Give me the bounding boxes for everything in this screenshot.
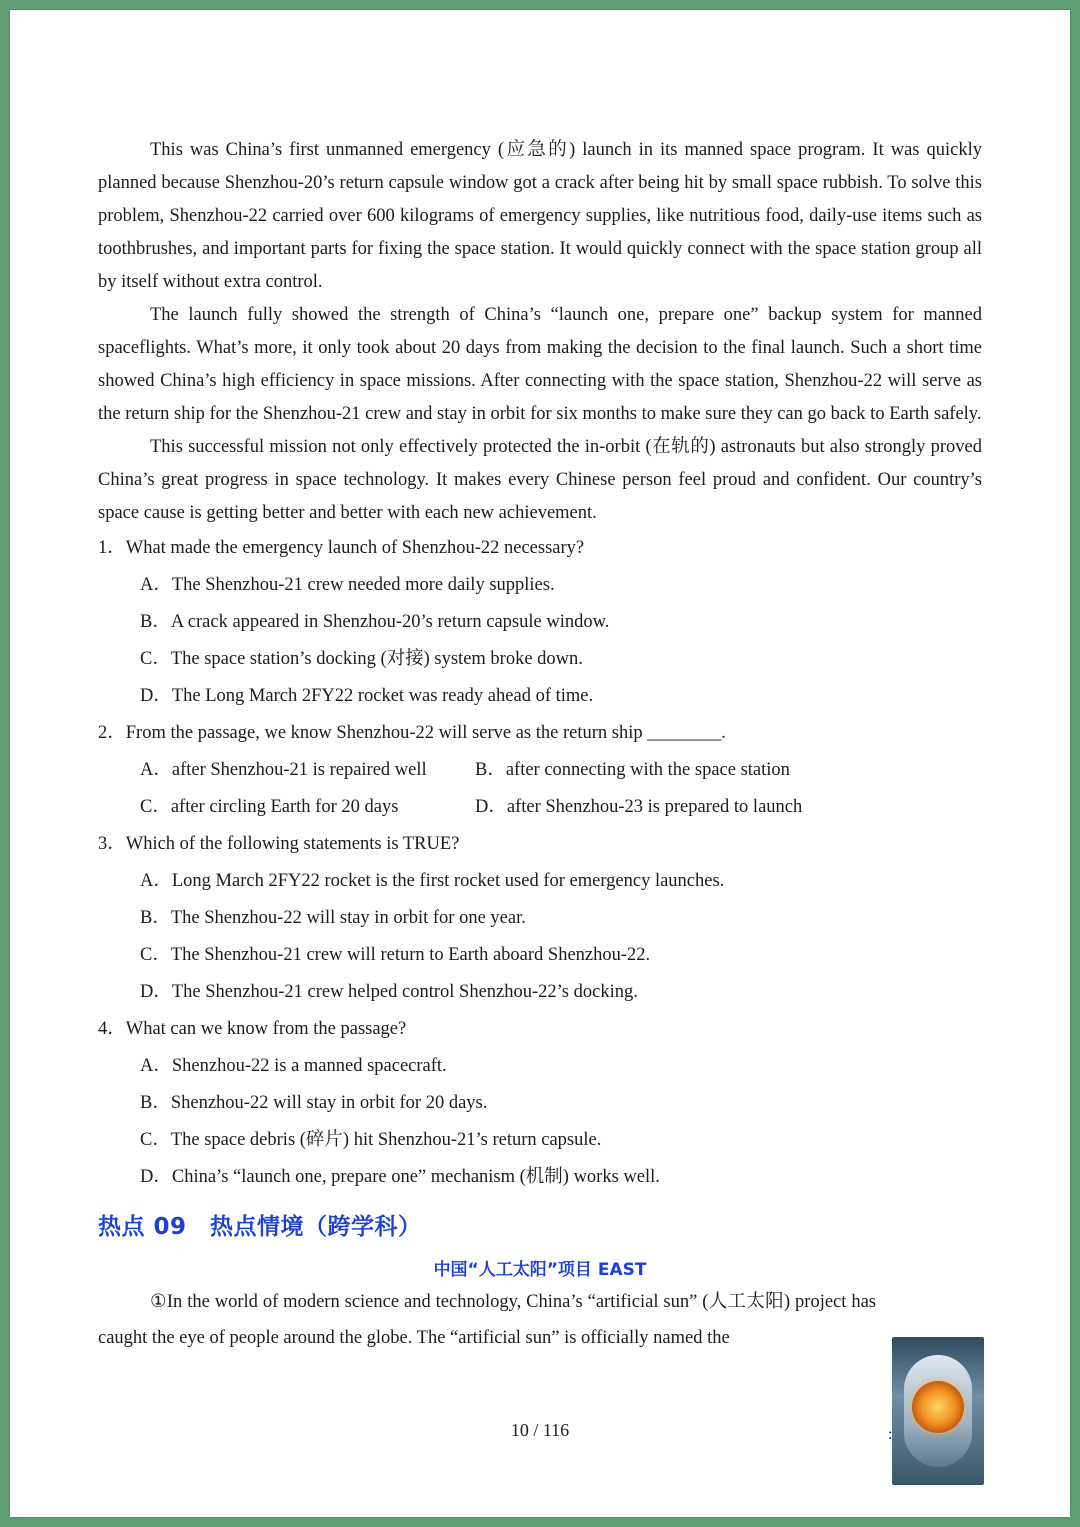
option-c: C．after circling Earth for 20 days [140, 797, 399, 817]
article-paragraph-1: ①In the world of modern science and technology, China’s “artificial sun” (人工太阳) project has caught the eye of people around the globe. The “artificial sun” is officially named the [98, 1292, 876, 1348]
question-3 [98, 826, 982, 1011]
option-b: B．after connecting with the space station [475, 760, 790, 780]
option-d: D．China’s “launch one, prepare one” mechanism (机制) works well. [140, 1167, 660, 1187]
question-1 [98, 530, 982, 715]
page-content [98, 134, 982, 1356]
article-title: 中国“人工太阳”项目 EAST [433, 1260, 647, 1280]
question-4 [98, 1011, 982, 1196]
option-c: C．The Shenzhou-21 crew will return to Earth aboard Shenzhou-22. [140, 945, 651, 965]
option-b: B．The Shenzhou-22 will stay in orbit for one year. [140, 908, 526, 928]
document-page [10, 10, 1070, 1517]
passage-paragraph-2: The launch fully showed the strength of China’s “launch one, prepare one” backup system for manned spaceflights. What’s more, it only took about 20 days from making the decision to the final launch. Such a short time showed China’s high efficiency in space missions. After connecting with the space station, Shenzhou-22 will serve as the return ship for the Shenzhou-21 crew and stay in orbit for six months to make sure they can go back to Earth safely. [98, 305, 982, 424]
question-stem: 2．From the passage, we know Shenzhou-22 will serve as the return ship ________. [98, 723, 726, 743]
artificial-sun-image [892, 1337, 984, 1485]
passage-paragraph-1: This was China’s first unmanned emergency (应急的) launch in its manned space program. It was quickly planned because Shenzhou-20’s return capsule window got a crack after being hit by small space rubbish. To solve this problem, Shenzhou-22 carried over 600 kilograms of emergency supplies, like nutritious food, daily-use items such as toothbrushes, and important parts for fixing the space station. It would quickly connect with the space station group all by itself without extra control. [98, 140, 982, 292]
passage-paragraph-3: This successful mission not only effectively protected the in-orbit (在轨的) astronauts but also strongly proved China’s great progress in space technology. It makes every Chinese person feel proud and confident. Our country’s space cause is getting better and better with each new achievement. [98, 437, 982, 523]
option-a: A．Long March 2FY22 rocket is the first rocket used for emergency launches. [140, 871, 725, 891]
question-stem: 3．Which of the following statements is TRUE? [98, 834, 460, 854]
option-a: A．after Shenzhou-21 is repaired well [140, 760, 427, 780]
article-body [98, 1284, 876, 1356]
option-b: B．A crack appeared in Shenzhou-20’s return capsule window. [140, 612, 610, 632]
section-heading: 热点 09 热点情境（跨学科） [98, 1214, 422, 1240]
option-list [98, 567, 982, 715]
option-c: C．The space debris (碎片) hit Shenzhou-21’s return capsule. [140, 1130, 602, 1150]
option-c: C．The space station’s docking (对接) system broke down. [140, 649, 583, 669]
option-d: D．after Shenzhou-23 is prepared to launch [475, 797, 803, 817]
option-a: A．The Shenzhou-21 crew needed more daily supplies. [140, 575, 555, 595]
question-stem: 1．What made the emergency launch of Shenzhou-22 necessary? [98, 538, 585, 558]
option-d: D．The Shenzhou-21 crew helped control Shenzhou-22’s docking. [140, 982, 638, 1002]
page-number: 10 / 116 [510, 1420, 570, 1440]
option-d: D．The Long March 2FY22 rocket was ready ahead of time. [140, 686, 594, 706]
margin-mark: : [888, 1426, 893, 1443]
question-stem: 4．What can we know from the passage? [98, 1019, 407, 1039]
question-2 [98, 715, 982, 826]
option-a: A．Shenzhou-22 is a manned spacecraft. [140, 1056, 447, 1076]
option-list [98, 863, 982, 1011]
option-grid [98, 752, 982, 826]
option-list [98, 1048, 982, 1196]
option-b: B．Shenzhou-22 will stay in orbit for 20 days. [140, 1093, 488, 1113]
